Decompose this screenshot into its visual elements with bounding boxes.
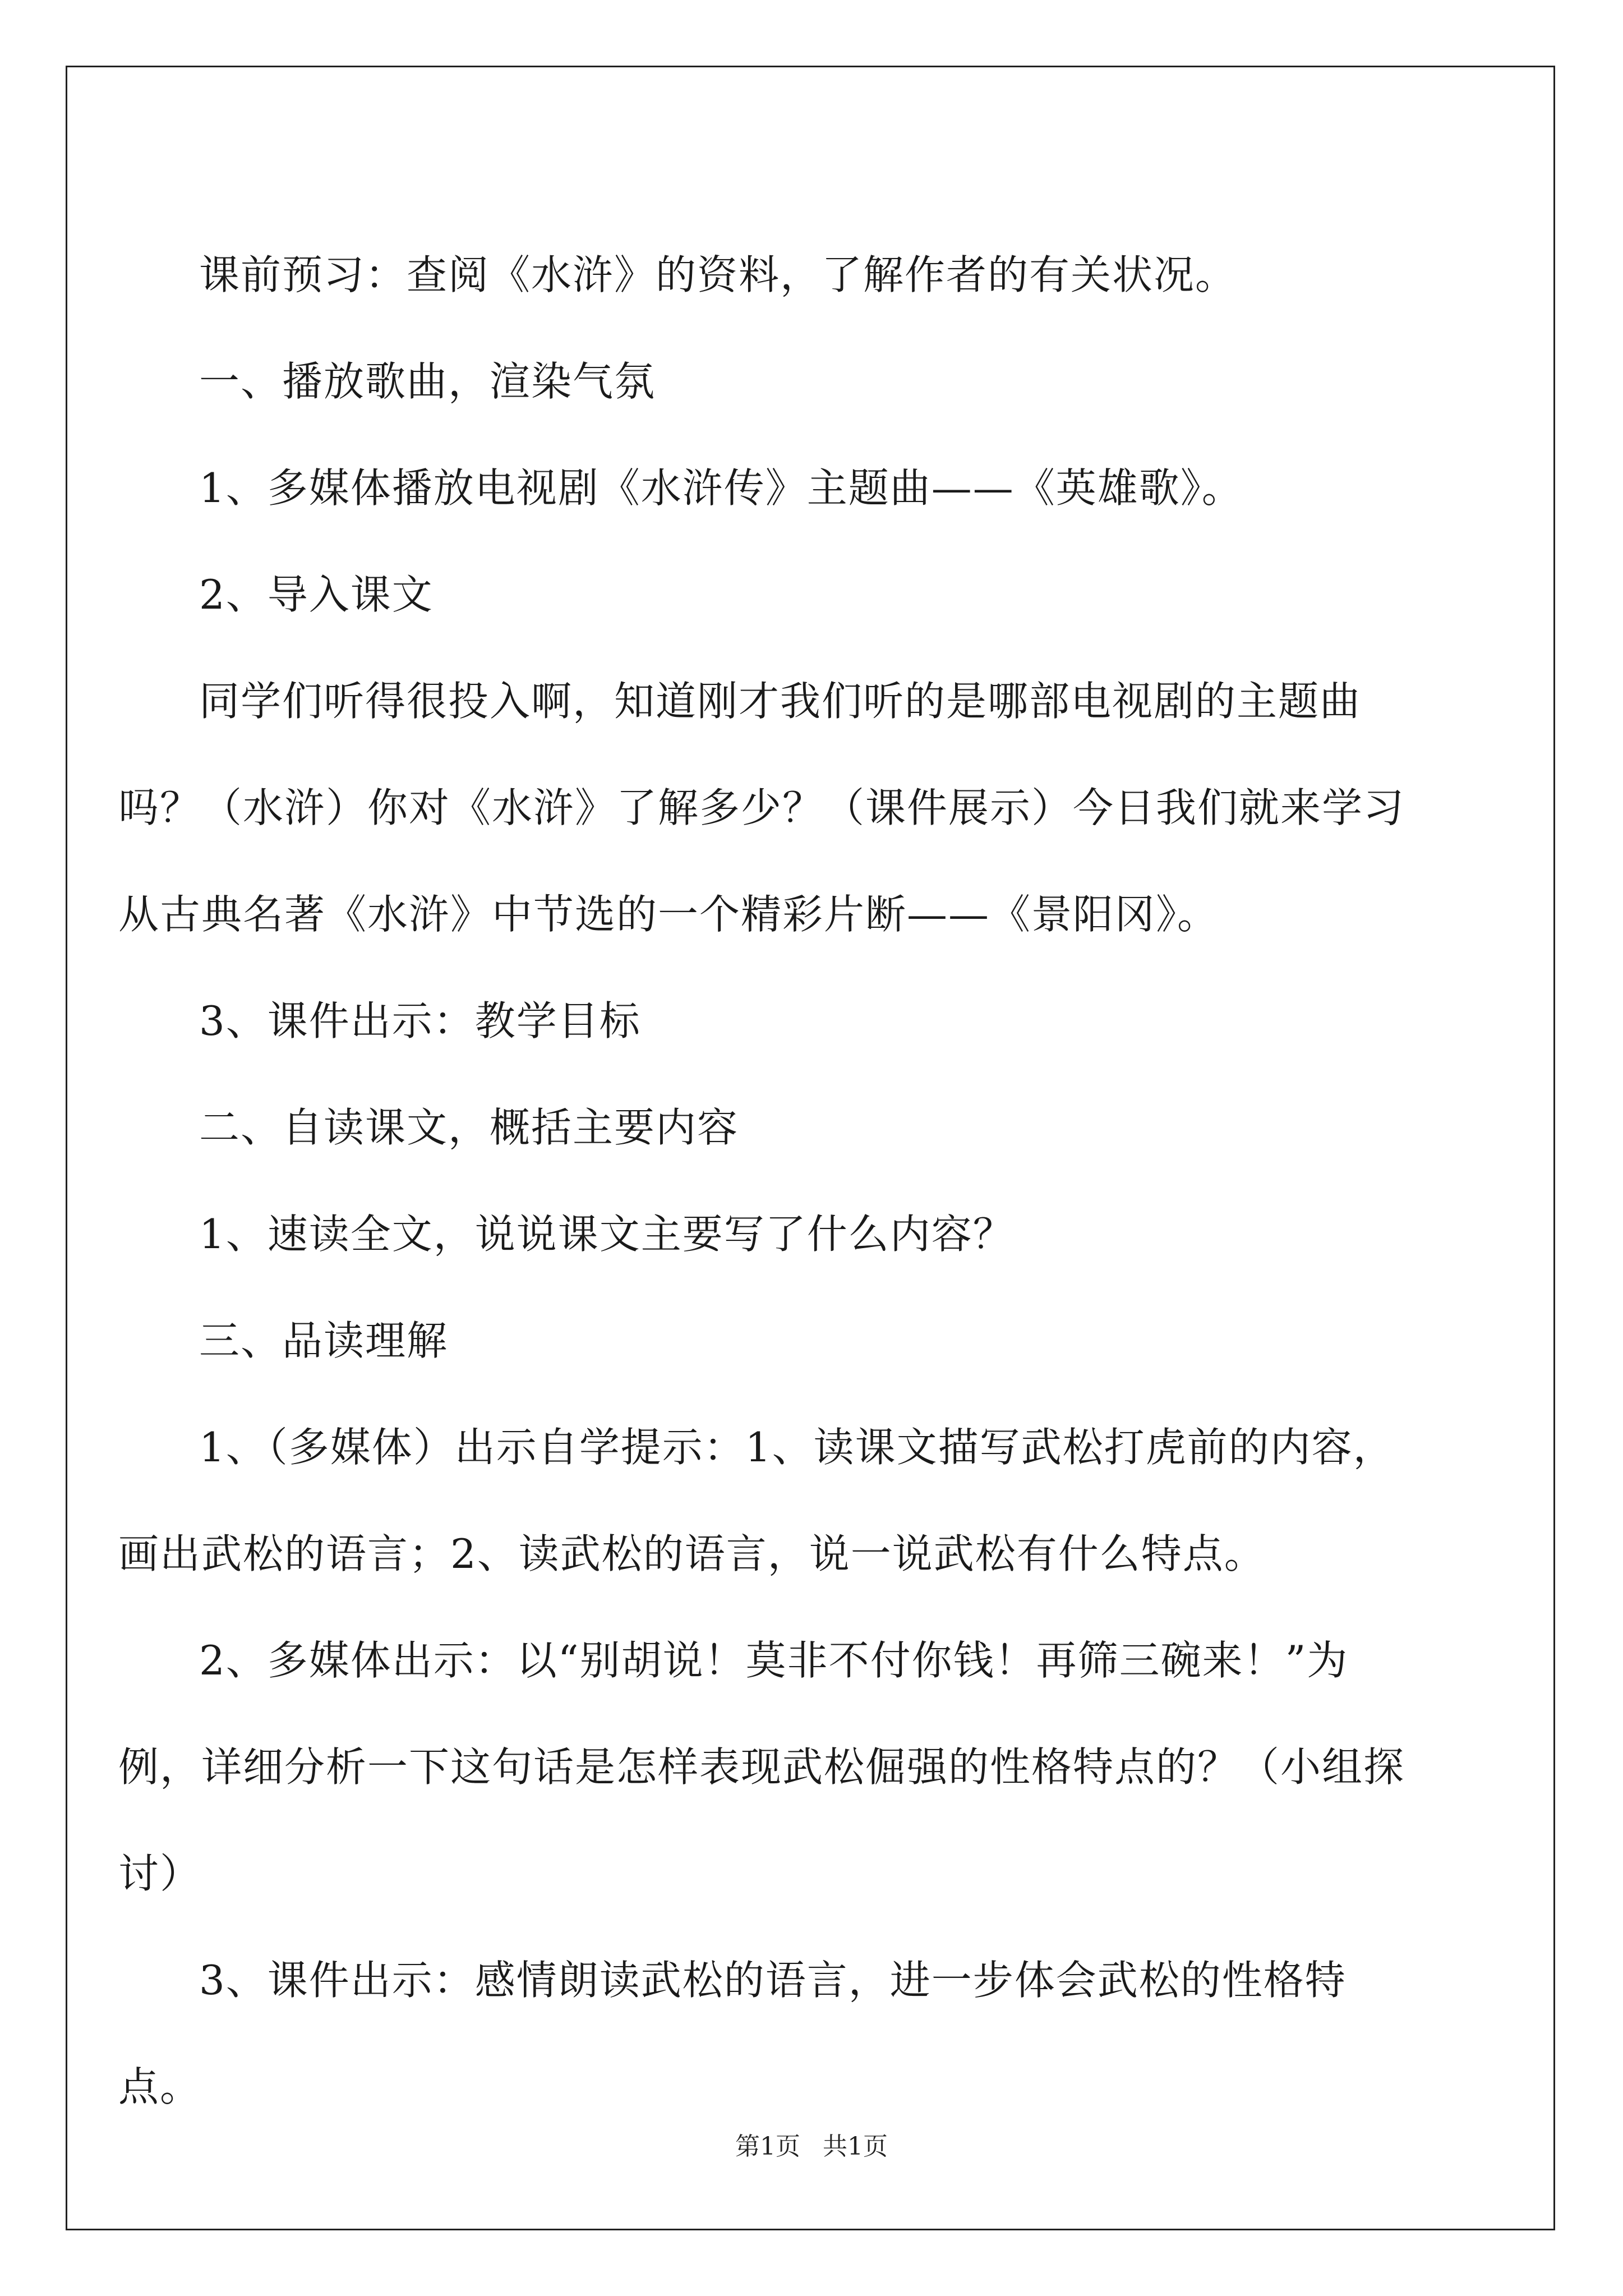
section-heading-1: 一、播放歌曲，渲染气氛 [199,358,656,405]
paragraph-body: 1、（多媒体）出示自学提示：1、读课文描写武松打虎前的内容，画出武松的语言；2、读武松的语言，说一说武松有什么特点。 [118,1424,1395,1577]
paragraph-item: 2、导入课文 [199,571,434,618]
paragraph-body: 2、多媒体出示：以“别胡说！莫非不付你钱！再筛三碗来！”为例，详细分析一下这句话是怎样表现武松倔强的性格特点的？（小组探讨） [118,1637,1405,1897]
page-number-total: 共1页 [823,2132,888,2161]
paragraph-item: 1、速读全文，说说课文主要写了什么内容？ [199,1211,1015,1258]
section-heading-3: 三、品读理解 [199,1317,449,1364]
paragraph-body: 同学们听得很投入啊，知道刚才我们听的是哪部电视剧的主题曲吗？（水浒）你对《水浒》了解多少？（课件展示）今日我们就来学习从古典名著《水浒》中节选的一个精彩片断——《景阳冈》。 [118,678,1405,938]
page-footer [0,2126,1623,2162]
paragraph-preview: 课前预习：查阅《水浒》的资料，了解作者的有关状况。 [199,251,1237,298]
section-heading-2: 二、自读课文，概括主要内容 [199,1104,739,1151]
paragraph-item: 1、多媒体播放电视剧《水浒传》主题曲——《英雄歌》。 [199,464,1243,512]
page-number-current: 第1页 [735,2132,800,2161]
paragraph-item: 3、课件出示：感情朗读武松的语言，进一步体会武松的性格特点。 [118,1957,1347,2110]
paragraph-list [118,222,1424,2140]
paragraph-item: 3、课件出示：教学目标 [199,997,641,1045]
document-body [118,222,1424,2140]
